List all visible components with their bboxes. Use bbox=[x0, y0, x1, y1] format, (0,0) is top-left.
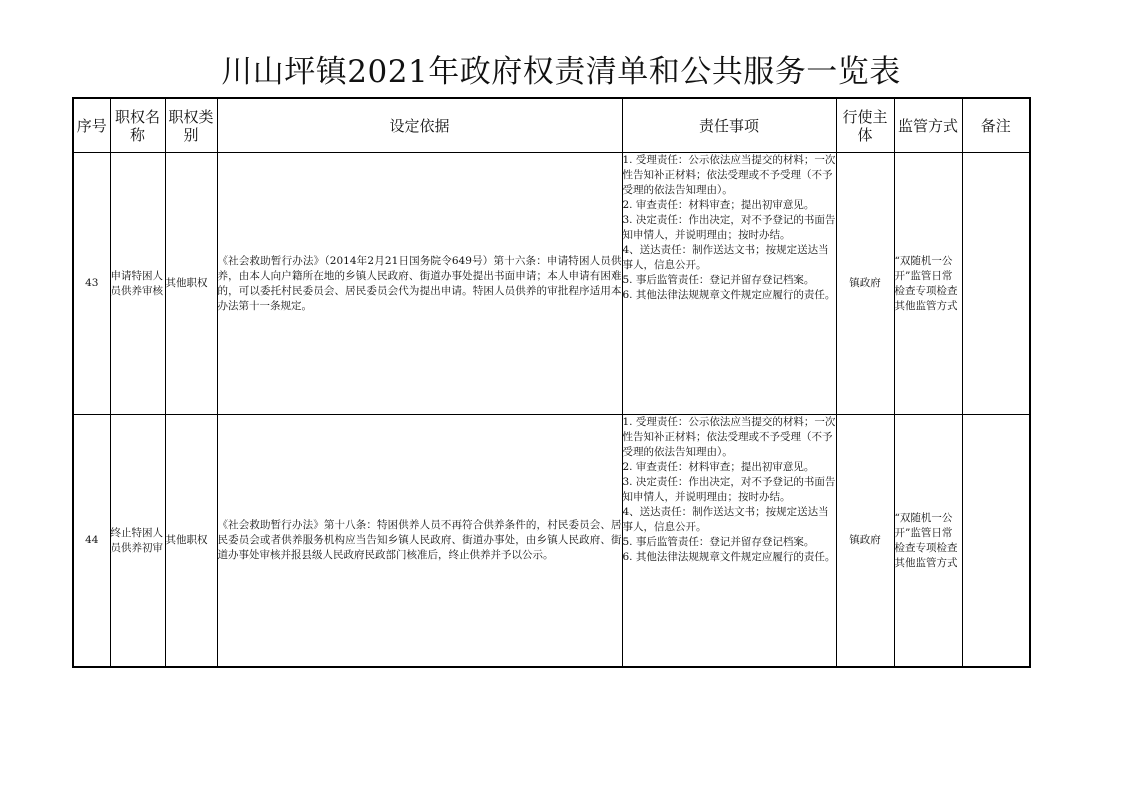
cell-basis: 《社会救助暂行办法》第十八条：特困供养人员不再符合供养条件的，村民委员会、居民委员会或者供养服务机构应当告知乡镇人民政府、街道办事处，由乡镇人民政府、街道办事处审核并报县级人民政府民政部门核准后，终止供养并予以公示。 bbox=[217, 415, 622, 668]
cell-no: 44 bbox=[73, 415, 110, 668]
header-body: 行使主体 bbox=[836, 98, 894, 153]
header-row bbox=[73, 98, 1030, 153]
responsibility-item: 4、送达责任：制作送达文书；按规定送达当事人，信息公开。 bbox=[622, 244, 829, 271]
cell-supervision: “双随机一公开”监管日常检查专项检查其他监管方式 bbox=[894, 415, 962, 668]
header-no: 序号 bbox=[73, 98, 110, 153]
page-title: 川山坪镇2021年政府权责清单和公共服务一览表 bbox=[221, 54, 901, 90]
cell-name: 申请特困人员供养审核 bbox=[110, 153, 165, 415]
responsibility-item: 3. 决定责任：作出决定，对不予登记的书面告知申情人，并说明理由；按时办结。 bbox=[622, 214, 836, 241]
cell-type: 其他职权 bbox=[165, 415, 217, 668]
table-row bbox=[73, 153, 1030, 415]
cell-responsibility bbox=[622, 415, 836, 668]
responsibility-item: 1. 受理责任：公示依法应当提交的材料；一次性告知补正材料；依法受理或不予受理（不予受理的依法告知理由）。 bbox=[622, 154, 836, 196]
cell-body: 镇政府 bbox=[836, 153, 894, 415]
cell-supervision: “双随机一公开”监管日常检查专项检查其他监管方式 bbox=[894, 153, 962, 415]
responsibility-item: 1. 受理责任：公示依法应当提交的材料；一次性告知补正材料；依法受理或不予受理（不予受理的依法告知理由）。 bbox=[622, 416, 836, 458]
responsibility-item: 6. 其他法律法规规章文件规定应履行的责任。 bbox=[622, 551, 836, 563]
cell-remark bbox=[962, 153, 1030, 415]
header-supervision: 监管方式 bbox=[894, 98, 962, 153]
responsibility-item: 2. 审查责任：材料审查；提出初审意见。 bbox=[622, 199, 815, 211]
cell-remark bbox=[962, 415, 1030, 668]
header-type: 职权类别 bbox=[165, 98, 217, 153]
cell-type: 其他职权 bbox=[165, 153, 217, 415]
cell-basis: 《社会救助暂行办法》（2014年2月21日国务院令649号）第十六条：申请特困人员供养，由本人向户籍所在地的乡镇人民政府、街道办事处提出书面申请；本人申请有困难的，可以委托村民委员会、居民委员会代为提出申请。特困人员供养的审批程序适用本办法第十一条规定。 bbox=[217, 153, 622, 415]
cell-body: 镇政府 bbox=[836, 415, 894, 668]
responsibility-table bbox=[72, 97, 1031, 668]
header-responsibility: 责任事项 bbox=[622, 98, 836, 153]
responsibility-item: 4、送达责任：制作送达文书；按规定送达当事人，信息公开。 bbox=[622, 506, 829, 533]
header-basis: 设定依据 bbox=[217, 98, 622, 153]
responsibility-item: 6. 其他法律法规规章文件规定应履行的责任。 bbox=[622, 289, 836, 301]
responsibility-item: 5. 事后监管责任：登记并留存登记档案。 bbox=[622, 536, 815, 548]
cell-no: 43 bbox=[73, 153, 110, 415]
cell-name: 终止特困人员供养初审 bbox=[110, 415, 165, 668]
responsibility-item: 5. 事后监管责任：登记并留存登记档案。 bbox=[622, 274, 815, 286]
header-remark: 备注 bbox=[962, 98, 1030, 153]
responsibility-item: 3. 决定责任：作出决定，对不予登记的书面告知申情人，并说明理由；按时办结。 bbox=[622, 476, 836, 503]
responsibility-item: 2. 审查责任：材料审查；提出初审意见。 bbox=[622, 461, 815, 473]
table-row bbox=[73, 415, 1030, 668]
cell-responsibility bbox=[622, 153, 836, 415]
header-name: 职权名称 bbox=[110, 98, 165, 153]
